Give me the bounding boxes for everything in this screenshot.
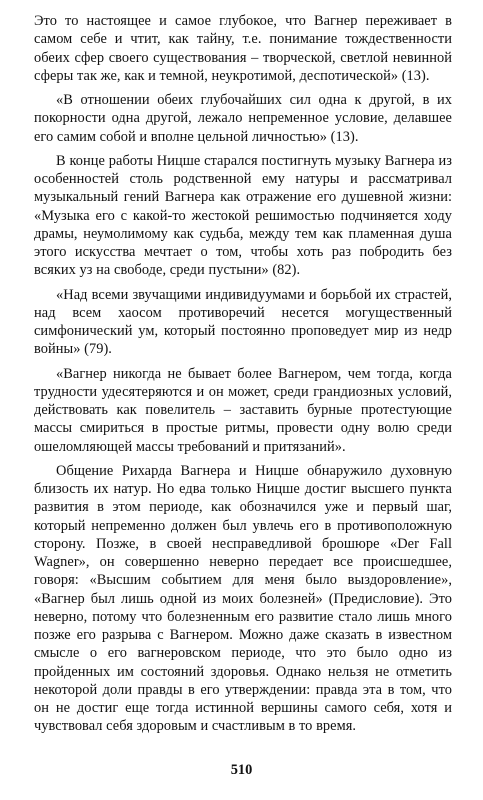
paragraph-2: «В отношении обеих глубочайших сил одна к другой, в их покорности одна другой, лежало непременное условие, делавшее его самим собой и вполне цельной личностью» (13). [34,92,452,145]
paragraph-4: «Над всеми звучащими индивидуумами и борьбой их страстей, над всем хаосом противоречий несется могущественный симфонический ум, который постоянно проповедует мир из недр войны» (79). [34,286,452,358]
page-body [34,12,452,742]
paragraph-1: Это то настоящее и самое глубокое, что Вагнер переживает в самом себе и чтит, как тайну, т.е. понимание тождественности обеих сфер своего существования – творческой, светлой невинной сферы так же, как и темной, неукротимой, деспотической» (13). [34,13,452,84]
paragraph-3: В конце работы Ницше старался постигнуть музыку Вагнера из особенностей столь родственной ему натуры и рассматривал музыкальный гений Вагнера как отражение его душевной жизни: «Музыка его с какой-то жестокой решимостью подчиняется ходу драмы, неумолимому как судьба, между тем как пламенная душа этого искусства мечтает о том, чтобы хоть раз побродить без всяких уз на свободе, среди пустыни» (82). [34,152,452,279]
page-number: 510 [230,762,253,778]
paragraph-6: Общение Рихарда Вагнера и Ницше обнаружило духовную близость их натур. Но едва только Ницше достиг высшего пункта развития в этом периоде, как обозначился уже и первый шаг, который непременно должен был увлечь его в противоположную сторону. Позже, в своей несправедливой брошюре «Der Fall Wagner», он совершенно неверно передает все происшедшее, говоря: «Высшим событием для меня было выздоровление», «Вагнер был лишь одной из моих болезней» (Предисловие). Это неверно, потому что болезненным его развитие стало лишь много позже его разрыва с Вагнером. Можно даже сказать в известном смысле о его вагнеровском периоде, что это было одно из пройденных им состояний здоровья. Однако нельзя не отметить некоторой доли правды в его утверждении: правда эта в том, что он не достиг еще тогда истинной вершины самого себя, хотя и чувствовал себя здоровым и счастливым в то время. [34,462,452,735]
paragraph-5: «Вагнер никогда не бывает более Вагнером, чем тогда, когда трудности удесятеряются и он может, среди грандиозных условий, действовать как повелитель – заставить бурные протестующие массы смириться в простые ритмы, провести одну волю среди ошеломляющей массы требований и притязаний». [34,365,452,455]
